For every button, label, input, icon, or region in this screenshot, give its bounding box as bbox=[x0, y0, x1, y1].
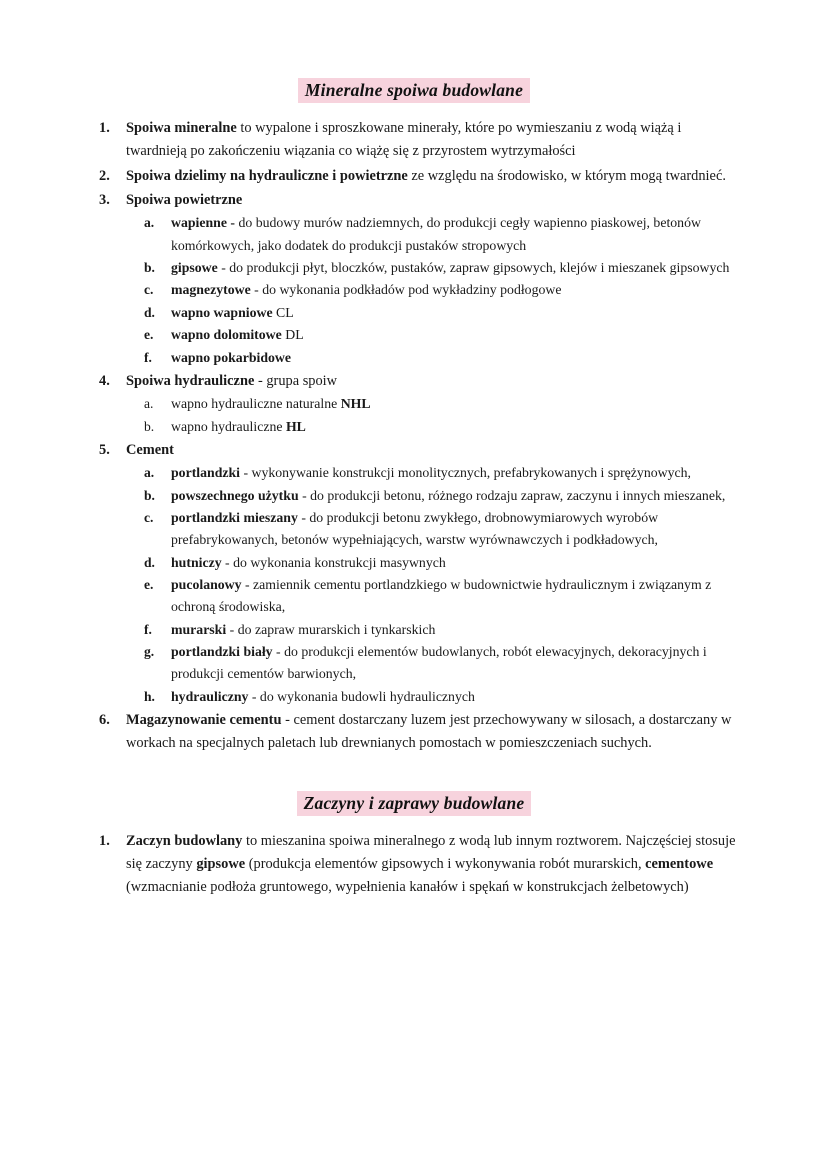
list-mineralne-spoiwa bbox=[86, 117, 742, 756]
list-item-text: do budowy murów nadziemnych, do produkcji cegły wapienno piaskowej, betonów komórkowych, jako dodatek do produkcji pustaków stropowych bbox=[171, 215, 701, 253]
list-marker: a. bbox=[144, 215, 155, 231]
list-marker: d. bbox=[144, 304, 155, 320]
list-item bbox=[126, 324, 742, 346]
list-item bbox=[126, 485, 742, 507]
list-item-text: - do wykonania budowli hydraulicznych bbox=[248, 688, 475, 704]
list-item-bold: magnezytowe bbox=[171, 282, 251, 298]
list-item-text: - do produkcji betonu zwykłego, drobnowymiarowych wyrobów prefabrykowanych, betonów wypełniających, warstw wyrównawczych i podkładowych, bbox=[171, 509, 659, 548]
list-item-text: ze względu na środowisko, w którym mogą twardnieć. bbox=[407, 167, 726, 184]
list-marker: f. bbox=[144, 621, 152, 637]
list-item bbox=[86, 439, 742, 708]
list-item-text-2: (produkcja elementów gipsowych i wykonywania robót murarskich, bbox=[245, 856, 646, 873]
list-marker: c. bbox=[144, 509, 154, 525]
list-marker: e. bbox=[144, 327, 154, 343]
list-item bbox=[86, 370, 742, 438]
list-item-bold: wapno wapniowe bbox=[171, 304, 273, 320]
list-item-text: to mieszanina spoiwa mineralnego z wodą lub innym roztworem. Najczęściej stosuje się zaczyny bbox=[126, 832, 736, 873]
list-marker: 2. bbox=[99, 167, 110, 184]
list-item bbox=[126, 416, 742, 438]
list-item-bold: murarski bbox=[171, 621, 227, 637]
list-item bbox=[86, 165, 742, 188]
list-item-bold: gipsowe bbox=[171, 260, 218, 276]
list-marker: b. bbox=[144, 487, 155, 503]
list-item bbox=[126, 507, 742, 552]
list-item-text: - cement dostarczany luzem jest przechowywany w silosach, a dostarczany w workach na specjalnych paletach lub drewnianych pomostach w pomieszczeniach suchych. bbox=[126, 711, 732, 752]
list-marker: e. bbox=[144, 576, 154, 592]
list-item-text: to wypalone i sproszkowane minerały, które po wymieszaniu z wodą wiążą i twardnieją po zakończeniu wiązania co wiążę się z przyrostem wytrzymałości bbox=[126, 120, 682, 160]
list-item-text: - do zapraw murarskich i tynkarskich bbox=[226, 621, 436, 637]
list-item-text: - do produkcji betonu, różnego rodzaju zapraw, zaczynu i innych mieszanek, bbox=[298, 487, 726, 503]
list-item-bold-3: cementowe bbox=[645, 856, 714, 873]
list-marker: a. bbox=[144, 396, 154, 412]
list-item bbox=[126, 212, 742, 257]
list-marker: 5. bbox=[99, 441, 110, 458]
list-item-bold: hutniczy bbox=[171, 554, 222, 570]
list-item bbox=[126, 279, 742, 301]
list-item-bold: HL bbox=[285, 418, 306, 434]
list-item-bold: wapno dolomitowe bbox=[171, 327, 282, 343]
list-marker: 6. bbox=[99, 711, 110, 728]
list-item bbox=[126, 574, 742, 619]
list-item-bold: Magazynowanie cementu bbox=[126, 711, 282, 728]
list-item-text: - do wykonania podkładów pod wykładziny podłogowe bbox=[250, 282, 562, 298]
list-item-bold: pucolanowy bbox=[171, 576, 242, 592]
list-marker: d. bbox=[144, 554, 155, 570]
list-item-text: CL bbox=[272, 304, 294, 320]
list-item-bold: wapienne - bbox=[171, 215, 236, 231]
section-heading-wrap bbox=[86, 791, 742, 816]
list-marker: 1. bbox=[99, 120, 110, 137]
list-item bbox=[126, 347, 742, 369]
list-item bbox=[126, 641, 742, 686]
list-item-bold: wapno pokarbidowe bbox=[171, 349, 291, 365]
list-item-bold: Cement bbox=[126, 441, 174, 458]
list-item-bold: portlandzki bbox=[171, 465, 240, 481]
list-item bbox=[126, 686, 742, 708]
list-marker: b. bbox=[144, 260, 155, 276]
list-item-bold: Spoiwa powietrzne bbox=[126, 192, 243, 209]
list-item bbox=[86, 117, 742, 164]
list-item bbox=[126, 619, 742, 641]
list-item-text: - grupa spoiw bbox=[254, 372, 338, 389]
list-item-bold: Spoiwa mineralne bbox=[126, 120, 237, 137]
list-item-bold: Spoiwa dzielimy na hydrauliczne i powietrzne bbox=[126, 167, 408, 184]
list-item-bold: powszechnego użytku bbox=[171, 487, 299, 503]
list-item-bold: Zaczyn budowlany bbox=[126, 832, 243, 849]
list-item-bold: NHL bbox=[340, 396, 371, 412]
list-item bbox=[126, 393, 742, 415]
section-heading-wrap bbox=[86, 78, 742, 103]
list-item-text: wapno hydrauliczne naturalne bbox=[171, 396, 341, 412]
list-item-text: - wykonywanie konstrukcji monolitycznych, prefabrykowanych i sprężynowych, bbox=[240, 465, 691, 481]
list-marker: 3. bbox=[99, 192, 110, 209]
list-item-text-3: (wzmacnianie podłoża gruntowego, wypełnienia kanałów i spękań w konstrukcjach żelbetowych) bbox=[126, 879, 689, 896]
list-zaczyny-i-zaprawy bbox=[86, 830, 742, 900]
list-marker: g. bbox=[144, 643, 155, 659]
sublist-spoiwa-hydrauliczne bbox=[126, 393, 742, 438]
list-marker: 4. bbox=[99, 372, 110, 389]
list-item-bold-2: gipsowe bbox=[196, 856, 246, 873]
list-item-text: - do produkcji elementów budowlanych, robót elewacyjnych, dekoracyjnych i produkcji cementów barwionych, bbox=[171, 643, 707, 682]
sublist-cement bbox=[126, 462, 742, 708]
list-item bbox=[86, 189, 742, 369]
list-item bbox=[126, 302, 742, 324]
list-item bbox=[126, 552, 742, 574]
list-item-bold: portlandzki biały bbox=[171, 643, 273, 659]
list-item-text: - do produkcji płyt, bloczków, pustaków, zapraw gipsowych, klejów i mieszanek gipsowych bbox=[217, 260, 730, 276]
list-item-bold: portlandzki mieszany bbox=[171, 509, 298, 525]
list-item-text: - zamiennik cementu portlandzkiego w budownictwie hydraulicznym i związanym z ochroną środowiska, bbox=[171, 576, 712, 615]
list-marker: a. bbox=[144, 465, 155, 481]
list-item bbox=[86, 709, 742, 756]
list-item bbox=[126, 257, 742, 279]
list-item-bold: hydrauliczny bbox=[171, 688, 249, 704]
list-marker: f. bbox=[144, 349, 152, 365]
list-marker: c. bbox=[144, 282, 154, 298]
list-item-text: - do wykonania konstrukcji masywnych bbox=[221, 554, 446, 570]
section-heading-mineralne-spoiwa: Mineralne spoiwa budowlane bbox=[298, 78, 530, 103]
list-item-text: DL bbox=[281, 327, 304, 343]
list-marker: 1. bbox=[99, 832, 110, 849]
section-spacer bbox=[86, 757, 742, 791]
list-item bbox=[126, 462, 742, 484]
list-marker: h. bbox=[144, 688, 155, 704]
sublist-spoiwa-powietrzne bbox=[126, 212, 742, 368]
list-marker: b. bbox=[144, 418, 155, 434]
list-item-bold: Spoiwa hydrauliczne bbox=[126, 372, 255, 389]
section-heading-zaczyny-i-zaprawy: Zaczyny i zaprawy budowlane bbox=[297, 791, 532, 816]
list-item-text: wapno hydrauliczne bbox=[171, 418, 286, 434]
list-item bbox=[86, 830, 742, 900]
